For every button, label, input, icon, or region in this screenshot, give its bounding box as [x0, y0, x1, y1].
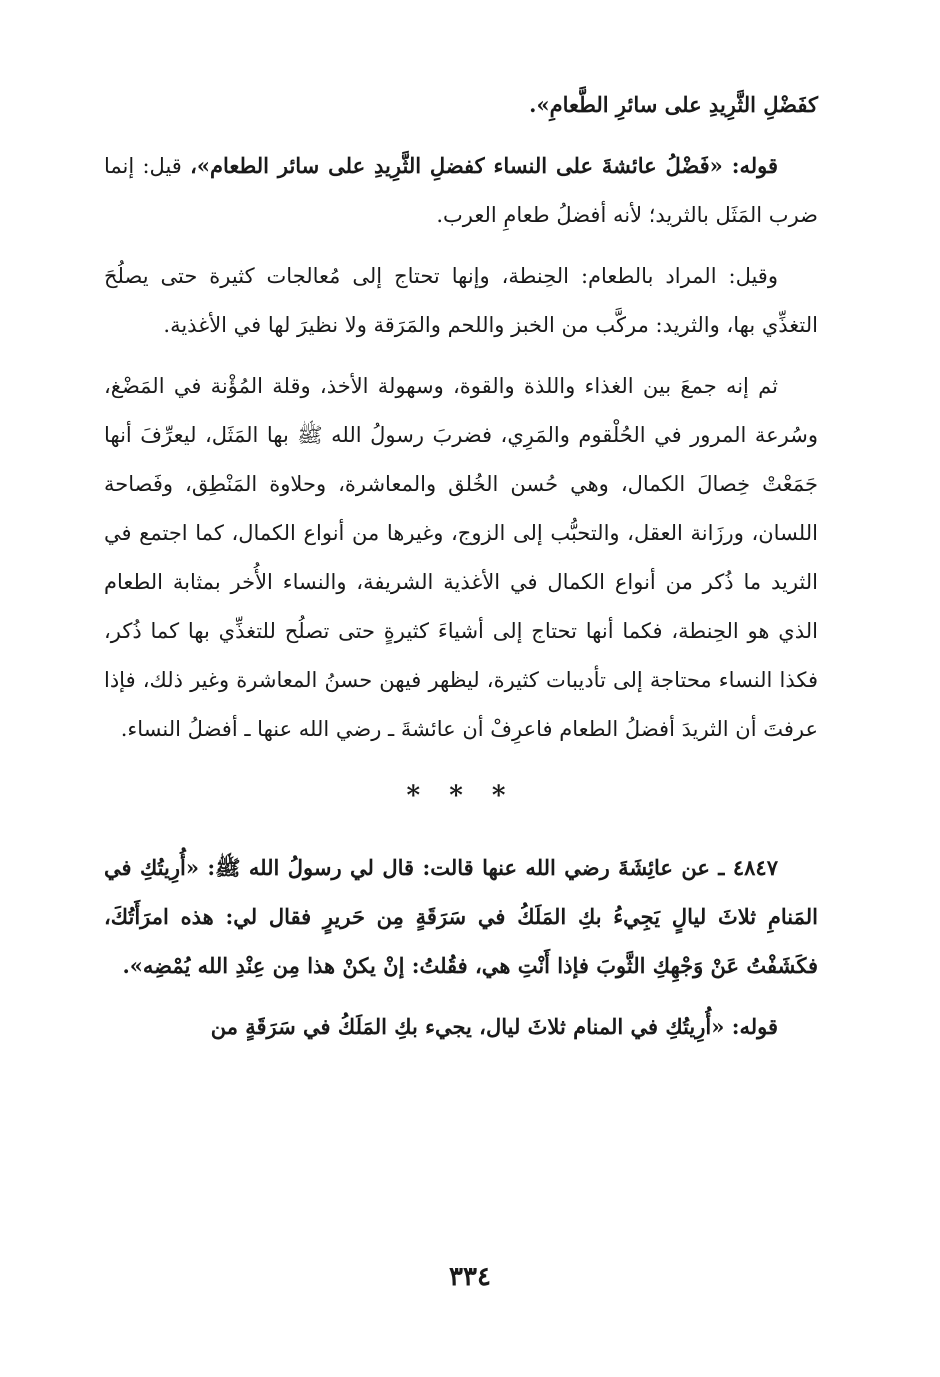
paragraph-commentary-1 [104, 141, 818, 240]
paragraph-commentary-4: قوله: «أُرِيتُكِ في المنام ثلاثَ ليال، يجيء بكِ المَلَكُ في سَرَقَةٍ من [210, 1014, 778, 1039]
commentary-text: قيل: إنما ضرب المَثَل بالثريد؛ لأنه أفضلُ طعامِ العرب. [104, 154, 818, 227]
section-separator: * * * [406, 781, 516, 811]
paragraph-commentary-2: وقيل: المراد بالطعام: الحِنطة، وإنها تحتاج إلى مُعالجات كثيرة حتى يصلُحَ التغذِّي بها، والثريد: مركَّب من الخبز واللحم والمَرَقة ولا نظيرَ لها في الأغذية. [104, 264, 818, 337]
quoted-hadith-text: قوله: «فَضْلُ عائشةَ على النساء كفضلِ الثَّرِيدِ على سائر الطعام»، [190, 153, 778, 178]
paragraph-hadith-end: كفَضْلِ الثَّرِيدِ على سائرِ الطَّعامِ». [529, 92, 818, 117]
paragraph-commentary-3: ثم إنه جمعَ بين الغذاء واللذة والقوة، وسهولة الأخذ، وقلة المُؤْنة في المَضْغ، وسُرعة المرور في الحُلْقوم والمَرِي، فضربَ رسولُ الله ﷺ بها المَثَل، ليعرِّفَ أنها جَمَعْتْ خِصالَ الكمال، وهي حُسن الخُلق والمعاشرة، وحلاوة المَنْطِق، وفَصاحة اللسان، ورزَانة العقل، والتحبُّب إلى الزوج، وغيرها من أنواع الكمال، كما اجتمع في الثريد ما ذُكر من أنواع الكمال في الأغذية الشريفة، والنساء الأُخر بمثابة الطعام الذي هو الحِنطة، فكما أنها تحتاج إلى أشياءَ كثيرةٍ حتى تصلُح للتغذِّي بها كما ذُكر، فكذا النساء محتاجة إلى تأديبات كثيرة، ليظهر فيهن حسنُ المعاشرة وغير ذلك، فإذا عرفتَ أن الثريدَ أفضلُ الطعام فاعرِفْ أن عائشةَ ـ رضي الله عنها ـ أفضلُ النساء. [104, 374, 818, 741]
page-body [104, 80, 818, 1063]
page-number: ٣٣٤ [449, 1262, 491, 1292]
paragraph-hadith-4847: ٤٨٤٧ ـ عن عائِشَةَ رضي الله عنها قالت: قال لي رسولُ الله ﷺ: «أُرِيتُكِ في المَنامِ ثلاثَ ليالٍ يَجِيءُ بكِ المَلَكُ في سَرَقَةٍ مِن حَريرٍ فقال لي: هذه امرَأَتُكَ، فكَشَفْتُ عَنْ وَجْهِكِ الثَّوبَ فإذا أَنْتِ هي، فقُلتُ: إنْ يكنْ هذا مِن عِنْدِ الله يُمْضِه». [104, 855, 818, 978]
